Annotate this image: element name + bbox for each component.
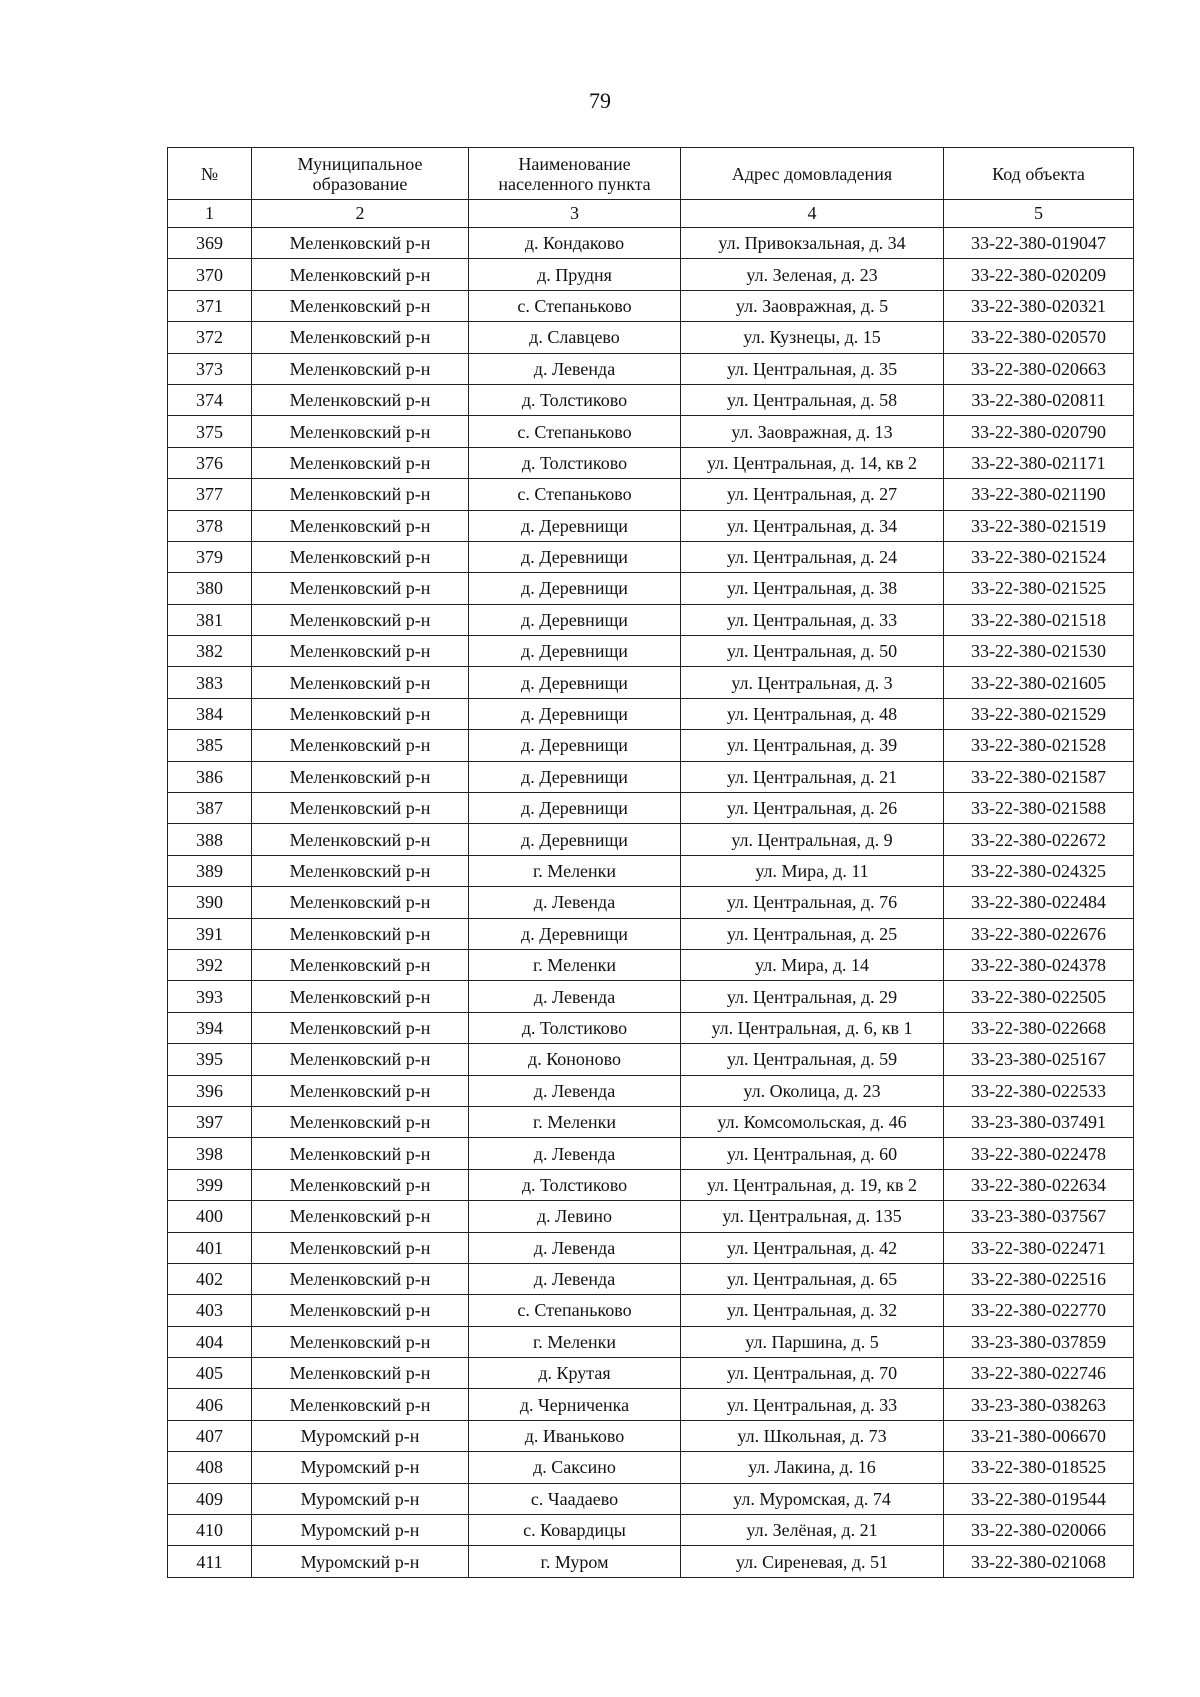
cell-object-code: 33-22-380-021524 <box>944 541 1134 572</box>
table-row <box>168 1044 1134 1075</box>
cell-address: ул. Центральная, д. 59 <box>681 1044 944 1075</box>
cell-number: 370 <box>168 259 252 290</box>
cell-object-code: 33-22-380-020790 <box>944 416 1134 447</box>
cell-settlement: д. Саксино <box>469 1452 681 1483</box>
cell-address: ул. Центральная, д. 14, кв 2 <box>681 447 944 478</box>
cell-object-code: 33-22-380-022484 <box>944 887 1134 918</box>
cell-object-code: 33-22-380-022746 <box>944 1358 1134 1389</box>
cell-object-code: 33-23-380-025167 <box>944 1044 1134 1075</box>
cell-number: 393 <box>168 981 252 1012</box>
cell-municipality: Меленковский р-н <box>252 228 469 259</box>
table-row <box>168 1358 1134 1389</box>
cell-address: ул. Мира, д. 11 <box>681 855 944 886</box>
cell-municipality: Меленковский р-н <box>252 793 469 824</box>
cell-settlement: д. Левенда <box>469 981 681 1012</box>
cell-address: ул. Паршина, д. 5 <box>681 1326 944 1357</box>
cell-number: 411 <box>168 1546 252 1577</box>
cell-object-code: 33-23-380-037567 <box>944 1201 1134 1232</box>
cell-municipality: Меленковский р-н <box>252 636 469 667</box>
table-row <box>168 636 1134 667</box>
cell-address: ул. Центральная, д. 50 <box>681 636 944 667</box>
header-number: № <box>168 148 252 200</box>
cell-object-code: 33-22-380-024378 <box>944 949 1134 980</box>
header-object-code: Код объекта <box>944 148 1134 200</box>
cell-number: 410 <box>168 1515 252 1546</box>
table-row <box>168 322 1134 353</box>
cell-object-code: 33-22-380-021171 <box>944 447 1134 478</box>
table-row <box>168 384 1134 415</box>
cell-settlement: с. Степаньково <box>469 479 681 510</box>
cell-number: 404 <box>168 1326 252 1357</box>
cell-number: 383 <box>168 667 252 698</box>
header-address: Адрес домовладения <box>681 148 944 200</box>
cell-municipality: Меленковский р-н <box>252 824 469 855</box>
cell-number: 406 <box>168 1389 252 1420</box>
cell-number: 403 <box>168 1295 252 1326</box>
cell-municipality: Меленковский р-н <box>252 855 469 886</box>
table-row <box>168 1546 1134 1577</box>
table-row <box>168 1483 1134 1514</box>
cell-number: 386 <box>168 761 252 792</box>
cell-number: 389 <box>168 855 252 886</box>
cell-object-code: 33-22-380-022505 <box>944 981 1134 1012</box>
cell-address: ул. Центральная, д. 58 <box>681 384 944 415</box>
cell-settlement: г. Меленки <box>469 1326 681 1357</box>
cell-address: ул. Центральная, д. 42 <box>681 1232 944 1263</box>
cell-settlement: д. Толстиково <box>469 384 681 415</box>
cell-address: ул. Центральная, д. 60 <box>681 1138 944 1169</box>
cell-object-code: 33-22-380-022676 <box>944 918 1134 949</box>
cell-address: ул. Кузнецы, д. 15 <box>681 322 944 353</box>
cell-municipality: Меленковский р-н <box>252 416 469 447</box>
table-row <box>168 1326 1134 1357</box>
cell-address: ул. Центральная, д. 39 <box>681 730 944 761</box>
cell-municipality: Меленковский р-н <box>252 1075 469 1106</box>
cell-number: 409 <box>168 1483 252 1514</box>
cell-address: ул. Лакина, д. 16 <box>681 1452 944 1483</box>
table-row <box>168 1232 1134 1263</box>
cell-settlement: г. Муром <box>469 1546 681 1577</box>
table-row <box>168 1106 1134 1137</box>
cell-number: 379 <box>168 541 252 572</box>
table-row <box>168 573 1134 604</box>
cell-municipality: Меленковский р-н <box>252 918 469 949</box>
table-body <box>168 228 1134 1578</box>
cell-address: ул. Центральная, д. 70 <box>681 1358 944 1389</box>
cell-address: ул. Околица, д. 23 <box>681 1075 944 1106</box>
cell-settlement: д. Славцево <box>469 322 681 353</box>
table-row <box>168 541 1134 572</box>
cell-number: 377 <box>168 479 252 510</box>
cell-address: ул. Центральная, д. 19, кв 2 <box>681 1169 944 1200</box>
cell-settlement: д. Черниченка <box>469 1389 681 1420</box>
cell-address: ул. Центральная, д. 9 <box>681 824 944 855</box>
cell-number: 384 <box>168 698 252 729</box>
table-row <box>168 761 1134 792</box>
cell-address: ул. Сиреневая, д. 51 <box>681 1546 944 1577</box>
cell-number: 400 <box>168 1201 252 1232</box>
cell-settlement: с. Степаньково <box>469 416 681 447</box>
cell-municipality: Меленковский р-н <box>252 541 469 572</box>
cell-object-code: 33-22-380-021587 <box>944 761 1134 792</box>
table-row <box>168 730 1134 761</box>
cell-number: 398 <box>168 1138 252 1169</box>
table-row <box>168 290 1134 321</box>
table-row <box>168 918 1134 949</box>
header-row <box>168 148 1134 200</box>
cell-municipality: Меленковский р-н <box>252 259 469 290</box>
table-row <box>168 698 1134 729</box>
cell-municipality: Меленковский р-н <box>252 1295 469 1326</box>
cell-object-code: 33-23-380-037491 <box>944 1106 1134 1137</box>
table-row <box>168 447 1134 478</box>
cell-number: 407 <box>168 1420 252 1451</box>
cell-object-code: 33-22-380-022672 <box>944 824 1134 855</box>
cell-object-code: 33-22-380-021605 <box>944 667 1134 698</box>
cell-settlement: г. Меленки <box>469 949 681 980</box>
column-number: 1 <box>168 200 252 228</box>
cell-municipality: Меленковский р-н <box>252 1169 469 1200</box>
cell-object-code: 33-22-380-021525 <box>944 573 1134 604</box>
cell-settlement: д. Толстиково <box>469 1012 681 1043</box>
cell-municipality: Меленковский р-н <box>252 573 469 604</box>
cell-municipality: Муромский р-н <box>252 1420 469 1451</box>
cell-object-code: 33-22-380-021519 <box>944 510 1134 541</box>
cell-number: 376 <box>168 447 252 478</box>
table-row <box>168 793 1134 824</box>
cell-address: ул. Центральная, д. 27 <box>681 479 944 510</box>
column-number-row <box>168 200 1134 228</box>
cell-object-code: 33-22-380-020209 <box>944 259 1134 290</box>
cell-settlement: д. Иваньково <box>469 1420 681 1451</box>
header-municipality: Муниципальное образование <box>252 148 469 200</box>
cell-municipality: Меленковский р-н <box>252 322 469 353</box>
cell-settlement: д. Левенда <box>469 1232 681 1263</box>
cell-settlement: с. Степаньково <box>469 290 681 321</box>
table-row <box>168 1515 1134 1546</box>
cell-number: 399 <box>168 1169 252 1200</box>
cell-municipality: Меленковский р-н <box>252 290 469 321</box>
cell-address: ул. Центральная, д. 33 <box>681 1389 944 1420</box>
cell-address: ул. Центральная, д. 38 <box>681 573 944 604</box>
cell-number: 397 <box>168 1106 252 1137</box>
cell-municipality: Меленковский р-н <box>252 353 469 384</box>
cell-address: ул. Зеленая, д. 23 <box>681 259 944 290</box>
cell-object-code: 33-23-380-037859 <box>944 1326 1134 1357</box>
page-number: 79 <box>589 88 611 113</box>
table-row <box>168 1012 1134 1043</box>
cell-address: ул. Центральная, д. 35 <box>681 353 944 384</box>
table-row <box>168 1201 1134 1232</box>
cell-address: ул. Центральная, д. 21 <box>681 761 944 792</box>
table-row <box>168 1138 1134 1169</box>
cell-address: ул. Центральная, д. 24 <box>681 541 944 572</box>
cell-settlement: д. Деревнищи <box>469 541 681 572</box>
cell-number: 372 <box>168 322 252 353</box>
cell-address: ул. Центральная, д. 32 <box>681 1295 944 1326</box>
cell-address: ул. Центральная, д. 34 <box>681 510 944 541</box>
cell-municipality: Меленковский р-н <box>252 761 469 792</box>
cell-settlement: д. Деревнищи <box>469 824 681 855</box>
cell-number: 375 <box>168 416 252 447</box>
cell-settlement: д. Левенда <box>469 1138 681 1169</box>
cell-settlement: д. Левенда <box>469 887 681 918</box>
cell-number: 387 <box>168 793 252 824</box>
cell-number: 402 <box>168 1263 252 1294</box>
cell-municipality: Меленковский р-н <box>252 730 469 761</box>
table-row <box>168 479 1134 510</box>
table-row <box>168 416 1134 447</box>
cell-object-code: 33-22-380-019544 <box>944 1483 1134 1514</box>
cell-settlement: д. Деревнищи <box>469 636 681 667</box>
registry-table <box>167 147 1134 1578</box>
cell-settlement: д. Деревнищи <box>469 918 681 949</box>
cell-object-code: 33-22-380-018525 <box>944 1452 1134 1483</box>
cell-settlement: д. Левино <box>469 1201 681 1232</box>
cell-municipality: Меленковский р-н <box>252 667 469 698</box>
cell-object-code: 33-22-380-022533 <box>944 1075 1134 1106</box>
cell-number: 405 <box>168 1358 252 1389</box>
cell-address: ул. Центральная, д. 65 <box>681 1263 944 1294</box>
table-row <box>168 981 1134 1012</box>
table-row <box>168 855 1134 886</box>
table-row <box>168 228 1134 259</box>
cell-address: ул. Центральная, д. 29 <box>681 981 944 1012</box>
cell-object-code: 33-21-380-006670 <box>944 1420 1134 1451</box>
cell-address: ул. Центральная, д. 25 <box>681 918 944 949</box>
cell-municipality: Меленковский р-н <box>252 384 469 415</box>
cell-number: 395 <box>168 1044 252 1075</box>
cell-municipality: Муромский р-н <box>252 1483 469 1514</box>
cell-number: 396 <box>168 1075 252 1106</box>
cell-number: 391 <box>168 918 252 949</box>
cell-settlement: д. Левенда <box>469 353 681 384</box>
cell-address: ул. Центральная, д. 76 <box>681 887 944 918</box>
cell-settlement: д. Крутая <box>469 1358 681 1389</box>
cell-municipality: Меленковский р-н <box>252 1263 469 1294</box>
table-row <box>168 887 1134 918</box>
cell-object-code: 33-22-380-020321 <box>944 290 1134 321</box>
cell-object-code: 33-22-380-020570 <box>944 322 1134 353</box>
cell-object-code: 33-22-380-021588 <box>944 793 1134 824</box>
cell-settlement: д. Деревнищи <box>469 573 681 604</box>
cell-number: 408 <box>168 1452 252 1483</box>
table-row <box>168 1452 1134 1483</box>
cell-settlement: д. Левенда <box>469 1263 681 1294</box>
cell-municipality: Меленковский р-н <box>252 447 469 478</box>
cell-number: 371 <box>168 290 252 321</box>
table-row <box>168 604 1134 635</box>
cell-municipality: Меленковский р-н <box>252 604 469 635</box>
cell-object-code: 33-22-380-019047 <box>944 228 1134 259</box>
cell-municipality: Меленковский р-н <box>252 949 469 980</box>
cell-settlement: д. Деревнищи <box>469 604 681 635</box>
cell-object-code: 33-22-380-022471 <box>944 1232 1134 1263</box>
cell-object-code: 33-22-380-022770 <box>944 1295 1134 1326</box>
cell-municipality: Меленковский р-н <box>252 479 469 510</box>
table-row <box>168 259 1134 290</box>
cell-municipality: Муромский р-н <box>252 1452 469 1483</box>
table-row <box>168 510 1134 541</box>
cell-address: ул. Зелёная, д. 21 <box>681 1515 944 1546</box>
table-row <box>168 353 1134 384</box>
cell-number: 385 <box>168 730 252 761</box>
cell-number: 369 <box>168 228 252 259</box>
cell-municipality: Муромский р-н <box>252 1546 469 1577</box>
cell-object-code: 33-22-380-022478 <box>944 1138 1134 1169</box>
column-number: 2 <box>252 200 469 228</box>
cell-address: ул. Привокзальная, д. 34 <box>681 228 944 259</box>
cell-number: 381 <box>168 604 252 635</box>
column-number: 5 <box>944 200 1134 228</box>
cell-number: 390 <box>168 887 252 918</box>
cell-municipality: Меленковский р-н <box>252 1106 469 1137</box>
cell-settlement: д. Деревнищи <box>469 730 681 761</box>
cell-address: ул. Центральная, д. 6, кв 1 <box>681 1012 944 1043</box>
cell-municipality: Меленковский р-н <box>252 1012 469 1043</box>
cell-municipality: Меленковский р-н <box>252 1326 469 1357</box>
cell-municipality: Меленковский р-н <box>252 510 469 541</box>
cell-municipality: Меленковский р-н <box>252 887 469 918</box>
cell-number: 373 <box>168 353 252 384</box>
table-row <box>168 1075 1134 1106</box>
cell-object-code: 33-22-380-021068 <box>944 1546 1134 1577</box>
cell-settlement: д. Толстиково <box>469 447 681 478</box>
table-row <box>168 1389 1134 1420</box>
cell-number: 392 <box>168 949 252 980</box>
cell-address: ул. Центральная, д. 48 <box>681 698 944 729</box>
cell-municipality: Меленковский р-н <box>252 698 469 729</box>
cell-address: ул. Мира, д. 14 <box>681 949 944 980</box>
cell-municipality: Меленковский р-н <box>252 1232 469 1263</box>
cell-settlement: с. Чаадаево <box>469 1483 681 1514</box>
cell-number: 401 <box>168 1232 252 1263</box>
cell-address: ул. Заовражная, д. 13 <box>681 416 944 447</box>
cell-object-code: 33-23-380-038263 <box>944 1389 1134 1420</box>
cell-object-code: 33-22-380-022634 <box>944 1169 1134 1200</box>
cell-municipality: Меленковский р-н <box>252 1201 469 1232</box>
cell-address: ул. Центральная, д. 26 <box>681 793 944 824</box>
cell-object-code: 33-22-380-021518 <box>944 604 1134 635</box>
column-number: 3 <box>469 200 681 228</box>
cell-settlement: с. Ковардицы <box>469 1515 681 1546</box>
cell-object-code: 33-22-380-020811 <box>944 384 1134 415</box>
cell-municipality: Меленковский р-н <box>252 981 469 1012</box>
cell-object-code: 33-22-380-021529 <box>944 698 1134 729</box>
cell-address: ул. Центральная, д. 3 <box>681 667 944 698</box>
cell-number: 382 <box>168 636 252 667</box>
cell-settlement: д. Деревнищи <box>469 698 681 729</box>
cell-address: ул. Муромская, д. 74 <box>681 1483 944 1514</box>
cell-settlement: г. Меленки <box>469 855 681 886</box>
cell-settlement: д. Деревнищи <box>469 667 681 698</box>
table-row <box>168 1263 1134 1294</box>
cell-settlement: д. Кононово <box>469 1044 681 1075</box>
column-number: 4 <box>681 200 944 228</box>
cell-settlement: д. Левенда <box>469 1075 681 1106</box>
table-row <box>168 1420 1134 1451</box>
table-row <box>168 1295 1134 1326</box>
cell-municipality: Меленковский р-н <box>252 1044 469 1075</box>
cell-object-code: 33-22-380-021530 <box>944 636 1134 667</box>
cell-settlement: д. Деревнищи <box>469 510 681 541</box>
table-row <box>168 949 1134 980</box>
cell-object-code: 33-22-380-020066 <box>944 1515 1134 1546</box>
cell-municipality: Меленковский р-н <box>252 1358 469 1389</box>
cell-address: ул. Комсомольская, д. 46 <box>681 1106 944 1137</box>
cell-number: 378 <box>168 510 252 541</box>
cell-settlement: д. Кондаково <box>469 228 681 259</box>
cell-settlement: с. Степаньково <box>469 1295 681 1326</box>
cell-object-code: 33-22-380-020663 <box>944 353 1134 384</box>
table-row <box>168 1169 1134 1200</box>
cell-object-code: 33-22-380-022668 <box>944 1012 1134 1043</box>
cell-municipality: Меленковский р-н <box>252 1389 469 1420</box>
cell-address: ул. Школьная, д. 73 <box>681 1420 944 1451</box>
cell-municipality: Муромский р-н <box>252 1515 469 1546</box>
cell-settlement: д. Деревнищи <box>469 793 681 824</box>
cell-number: 374 <box>168 384 252 415</box>
cell-number: 394 <box>168 1012 252 1043</box>
cell-address: ул. Центральная, д. 135 <box>681 1201 944 1232</box>
cell-settlement: д. Деревнищи <box>469 761 681 792</box>
cell-settlement: д. Толстиково <box>469 1169 681 1200</box>
cell-object-code: 33-22-380-024325 <box>944 855 1134 886</box>
table-row <box>168 824 1134 855</box>
cell-object-code: 33-22-380-022516 <box>944 1263 1134 1294</box>
cell-number: 380 <box>168 573 252 604</box>
cell-number: 388 <box>168 824 252 855</box>
cell-settlement: д. Прудня <box>469 259 681 290</box>
header-settlement: Наименование населенного пункта <box>469 148 681 200</box>
cell-address: ул. Заовражная, д. 5 <box>681 290 944 321</box>
cell-object-code: 33-22-380-021190 <box>944 479 1134 510</box>
table-row <box>168 667 1134 698</box>
cell-object-code: 33-22-380-021528 <box>944 730 1134 761</box>
cell-settlement: г. Меленки <box>469 1106 681 1137</box>
cell-municipality: Меленковский р-н <box>252 1138 469 1169</box>
cell-address: ул. Центральная, д. 33 <box>681 604 944 635</box>
